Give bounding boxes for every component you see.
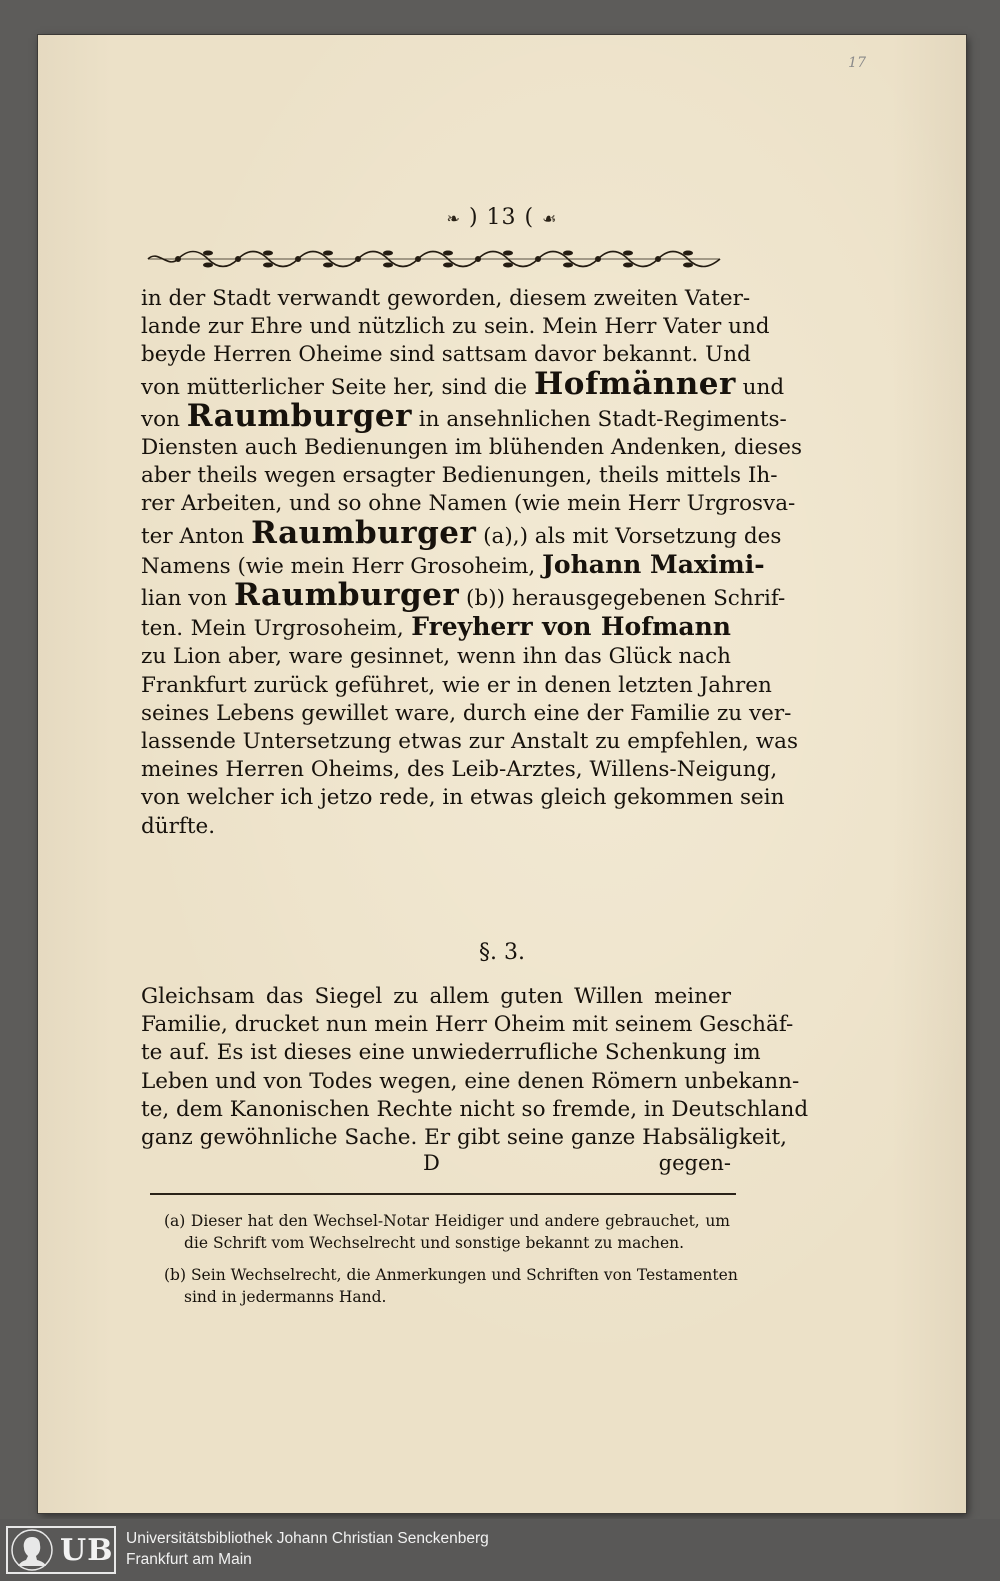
text-run: in ansehnlichen Stadt-Regiments-: [411, 406, 787, 432]
section-text: [141, 983, 809, 1152]
text-line: te, dem Kanonischen Rechte nicht so fremde, in Deutschland: [141, 1096, 809, 1122]
text-run: von: [141, 406, 187, 432]
text-line: Leben und von Todes wegen, eine denen Römern unbekann-: [141, 1068, 800, 1094]
text-line: beyde Herren Oheime sind sattsam davor bekannt. Und: [141, 342, 751, 368]
ornamental-border: [144, 247, 724, 271]
text-line: zu Lion aber, ware gesinnet, wenn ihn das Glück nach: [141, 644, 731, 670]
text-line: lande zur Ehre und nützlich zu sein. Mein Herr Vater und: [141, 314, 770, 340]
text-line: rer Arbeiten, und so ohne Namen (wie mein Herr Urgrosva-: [141, 491, 796, 517]
text-run: (b)) herausgegebenen Schrif-: [459, 586, 786, 612]
text-run: (a),) als mit Vorsetzung des: [476, 523, 782, 549]
logo-text: UB: [60, 1532, 114, 1568]
text-line: [141, 514, 782, 551]
emphasized-name: Johann Maximi-: [542, 549, 765, 579]
catchword: gegen-: [658, 1151, 731, 1175]
text-line: ganz gewöhnliche Sache. Er gibt seine ganze Habsäligkeit,: [141, 1125, 787, 1151]
header-right-ornament: ☙: [542, 209, 558, 228]
text-line: lassende Untersetzung etwas zur Anstalt zu empfehlen, was: [141, 729, 799, 755]
folio-mark: 17: [848, 55, 866, 71]
text-line: seines Lebens gewillet ware, durch eine der Familie zu ver-: [141, 700, 792, 726]
text-line: [141, 397, 787, 434]
emphasized-name: Raumburger: [251, 514, 477, 551]
text-run: ter Anton: [141, 523, 252, 549]
text-line: [141, 577, 786, 614]
footnote-b: [164, 1264, 738, 1308]
text-run: von mütterlicher Seite her, sind die: [141, 374, 534, 400]
text-line: te auf. Es ist dieses eine unwiederrufliche Schenkung im: [141, 1040, 761, 1066]
footnote-line: (b) Sein Wechselrecht, die Anmerkungen und Schriften von Testamenten: [164, 1266, 738, 1284]
text-line: in der Stadt verwandt geworden, diesem zweiten Vater-: [141, 286, 751, 311]
emphasized-name: Raumburger: [186, 397, 412, 434]
text-line: Diensten auch Bedienungen im blühenden Andenken, dieses: [141, 435, 803, 461]
text-line: dürfte.: [141, 813, 216, 839]
page-number: ) 13 (: [468, 205, 535, 230]
footnote-line: sind in jedermanns Hand.: [184, 1288, 387, 1306]
scanned-page: [38, 35, 966, 1513]
header-left-ornament: ❧: [446, 209, 461, 228]
library-footer: [0, 1519, 1000, 1581]
footnotes: [164, 1210, 738, 1318]
institution-line-1: Universitätsbibliothek Johann Christian Senckenberg: [126, 1530, 489, 1547]
text-line: Gleichsam das Siegel zu allem guten Willen meiner: [141, 984, 731, 1009]
section-heading: §. 3.: [479, 940, 525, 965]
signature-mark: D: [423, 1151, 440, 1175]
text-run: ten. Mein Urgrosoheim,: [141, 616, 412, 642]
institution-line-2: Frankfurt am Main: [126, 1551, 252, 1568]
text-line: von welcher ich jetzo rede, in etwas gleich gekommen sein: [141, 785, 785, 811]
text-line: aber theils wegen ersagter Bedienungen, theils mittels Ih-: [141, 463, 778, 489]
text-run: Namens (wie mein Herr Grosoheim,: [141, 553, 543, 579]
footnote-line: (a) Dieser hat den Wechsel-Notar Heidiger und andere gebrauchet, um: [164, 1212, 730, 1230]
body-text: [141, 285, 803, 841]
text-run: und: [735, 374, 785, 400]
footnote-a: [164, 1210, 730, 1254]
institution-name: [126, 1528, 489, 1570]
text-line: Frankfurt zurück geführet, wie er in denen letzten Jahren: [141, 672, 772, 698]
senckenberg-bust-icon: [10, 1528, 54, 1572]
footnote-line: die Schrift vom Wechselrecht und sonstige bekannt zu machen.: [184, 1234, 685, 1252]
footnote-rule: [150, 1193, 736, 1195]
text-run: lian von: [141, 586, 235, 612]
emphasized-name: Freyherr von Hofmann: [411, 612, 731, 642]
page-header: [38, 205, 966, 230]
text-line: Familie, drucket nun mein Herr Oheim mit seinem Geschäf-: [141, 1012, 794, 1038]
text-line: meines Herren Oheims, des Leib-Arztes, Willens-Neigung,: [141, 757, 778, 783]
text-line: [141, 613, 731, 643]
emphasized-name: Raumburger: [234, 577, 460, 614]
emphasized-name: Hofmänner: [534, 365, 736, 402]
ub-logo[interactable]: [6, 1526, 116, 1574]
